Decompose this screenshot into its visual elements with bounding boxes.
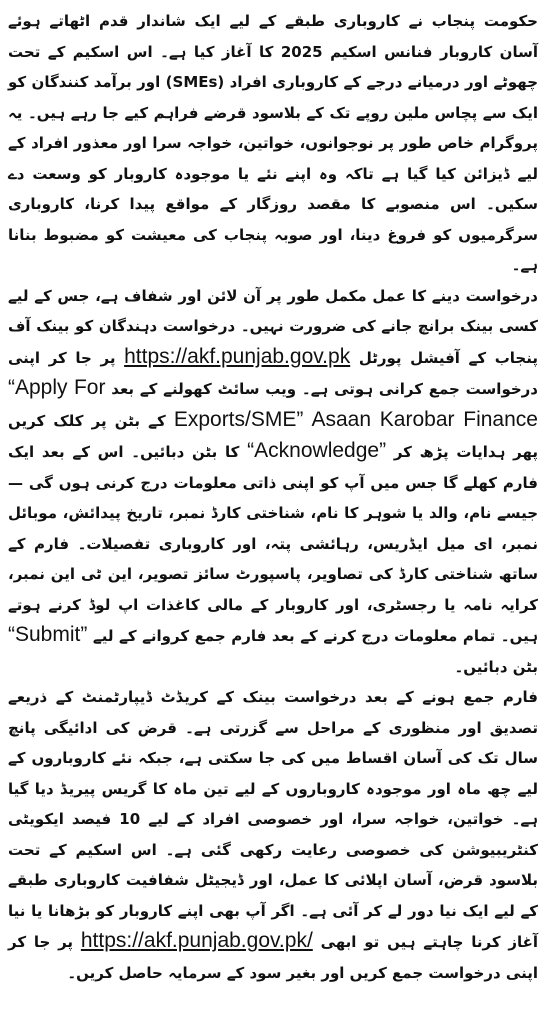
portal-link-footer[interactable]: https://akf.punjab.gov.pk/	[80, 929, 313, 952]
apply-button-label: “Apply For Asaan Karobar Finance	[8, 376, 538, 431]
application-text-part-2: پر جا کر اپنی درخواست جمع کرانی ہوتی ہے۔ ویب سائٹ کھولنے کے بعد	[8, 348, 538, 398]
intro-paragraph: حکومت پنجاب نے کاروباری طبقے کے لیے ایک شاندار قدم اٹھاتے ہوئے آسان کاروبار فنانس اسکیم 2025 کا آغاز کیا ہے۔ اس اسکیم کے تحت چھوٹے اور درمیانے درجے کے کاروباری افراد (SMEs) اور برآمد کنندگان کو ایک سے پچاس ملین روپے تک کے بلاسود قرضے فراہم کیے جا رہے ہیں۔ یہ پروگرام خاص طور پر نوجوانوں، خواتین، خواجہ سرا اور معذور افراد کے لیے ڈیزائن کیا گیا ہے تاکہ وہ اپنے نئے یا موجودہ کاروبار کو وسعت دے سکیں۔ اس منصوبے کا مقصد روزگار کے مواقع پیدا کرنا، کاروباری سرگرمیوں کو فروغ دینا، اور صوبہ پنجاب کی معیشت کو مضبوط بنانا ہے۔	[8, 12, 539, 274]
acknowledge-label: “Acknowledge”	[247, 439, 387, 462]
application-text-part-1: درخواست دینے کا عمل مکمل طور پر آن لائن اور شفاف ہے، جس کے لیے کسی بینک برانچ جانے کی ضرورت نہیں۔ درخواست دہندگان کو بینک آف پنجاب کے آفیشل پورٹل	[8, 286, 538, 367]
application-text-part-5: بٹن دبائیں۔	[454, 657, 538, 676]
approval-paragraph	[8, 682, 538, 988]
exports-sme-label: Exports/SME”	[173, 407, 304, 431]
application-text-part-4: کا بٹن دبائیں۔ اس کے بعد ایک فارم کھلے گا جس میں آپ کو اپنی ذاتی معلومات درج کرنی ہوں گی — جیسے نام، والد یا شوہر کا نام، شناختی کارڈ نمبر، تاریخ پیدائش، موبائل نمبر، ای میل ایڈریس، رہائشی پتہ، اور کاروباری تفصیلات۔ فارم کے ساتھ شناختی کارڈ کی تصاویر، پاسپورٹ سائز تصویر، این ٹی این نمبر، کرایہ نامہ یا رجسٹری، اور کاروبار کے مالی کاغذات اپ لوڈ کرنے ہوتے ہیں۔ تمام معلومات درج کرنے کے بعد فارم جمع کروانے کے لیے	[8, 443, 538, 645]
application-process-paragraph	[8, 281, 538, 683]
approval-text-part-2: پر جا کر اپنی درخواست جمع کریں اور بغیر سود کے سرمایہ حاصل کریں۔	[8, 933, 538, 982]
application-text-part-3: کے بٹن پر کلک کریں پھر ہدایات پڑھ کر	[8, 411, 538, 461]
submit-label: “Submit”	[8, 623, 88, 646]
approval-text-part-1: فارم جمع ہونے کے بعد درخواست بینک کے کریڈٹ ڈیپارٹمنٹ کے ذریعے تصدیق اور منظوری کے مراحل سے گزرتی ہے۔ قرض کی ادائیگی پانچ سال تک کی آسان اقساط میں کی جا سکتی ہے، جبکہ نئے کاروباروں کے لیے چھ ماہ اور موجودہ کاروباروں کے لیے تین ماہ کا گریس پیریڈ دیا گیا ہے۔ خواتین، خواجہ سرا، اور خصوصی افراد کے لیے 10 فیصد ایکویٹی کنٹریبیوشن کی خصوصی رعایت رکھی گئی ہے۔ اس اسکیم کے تحت بلاسود قرض، آسان اپلائی کا عمل، اور ڈیجیٹل شفافیت کاروباری طبقے کے لیے ایک نیا دور لے کر آئی ہے۔ اگر آپ بھی اپنے کاروبار کو بڑھانا یا نیا آغاز کرنا چاہتے ہیں تو ابھی	[8, 688, 538, 951]
portal-link[interactable]: https://akf.punjab.gov.pk	[124, 344, 351, 368]
